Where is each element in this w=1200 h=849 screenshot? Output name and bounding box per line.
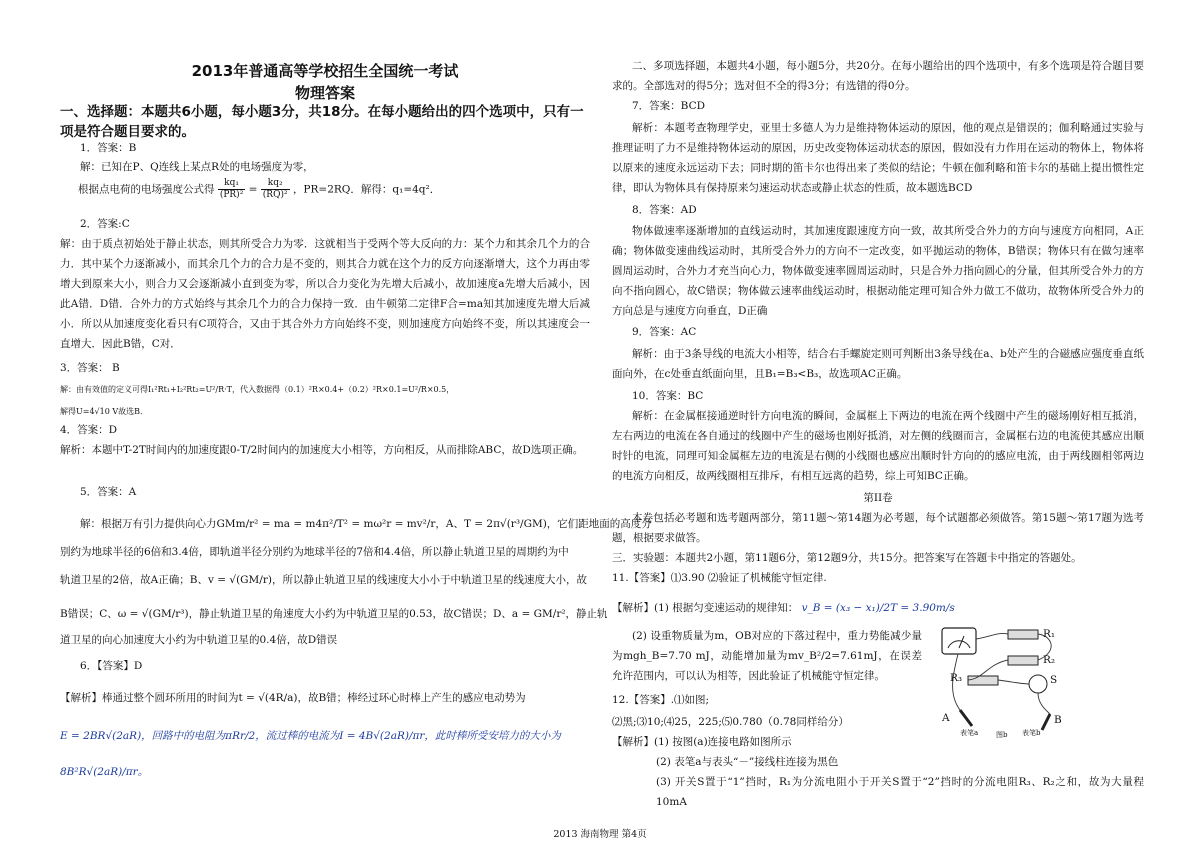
probe-b bbox=[1042, 714, 1050, 730]
q2-answer: 2．答案:C bbox=[80, 218, 130, 230]
q5-line-4: B错误；C、ω = √(GM/r³)，静止轨道卫星的角速度大小约为中轨道卫星的0.53，故C错误；D、a = GM/r²，静止轨 bbox=[60, 608, 608, 620]
resistor-r3 bbox=[968, 676, 998, 685]
q10-answer: 10．答案：BC bbox=[632, 390, 704, 402]
q2-text: 解：由于质点初始处于静止状态，则其所受合力为零．这就相当于受两个等大反向的力：某个力和其余几个力的合力．其中某个力逐渐减小，而其余几个力的合力是不变的，则其合力就在这个力的反方向逐渐增大，这个力再由零增大到原来大小，则合力又会逐渐减小直到变为零，所以合力变化为先增大后减小，故加速度a先增大后减小，因此A错．D错．合外力的方式始终与其余几个力的合力保持一致．由牛顿第二定律F合=ma知其加速度先增大后减小．所以从加速度变化看只有C项符合，又由于其合外力方向始终不变，则加速度方向始终不变，所以其速度会一直增大．因此B错，C对． bbox=[60, 238, 590, 350]
label-probe-a: 表笔a bbox=[960, 729, 979, 737]
q1-frac2-den: (RQ)² bbox=[262, 190, 288, 200]
q1-text: 解：已知在P、Q连线上某点R处的电场强度为零， bbox=[80, 161, 314, 173]
label-a: A bbox=[942, 712, 950, 724]
q6-answer: 6．【答案】D bbox=[80, 660, 143, 672]
page-title: 2013年普通高等学校招生全国统一考试 bbox=[191, 62, 459, 80]
q1-answer: 1．答案：B bbox=[80, 142, 137, 154]
q1-frac2-num: kq₂ bbox=[261, 178, 290, 190]
q4-answer: 4．答案：D bbox=[60, 424, 118, 436]
q11-sol1-formula: v_B = (x₃ − x₁)/2T = 3.90m/s bbox=[801, 602, 955, 614]
label-s: S bbox=[1050, 674, 1058, 686]
switch-s bbox=[1029, 675, 1047, 693]
section-2-heading: 二、多项选择题，本题共4小题，每小题5分，共20分。在每小题给出的四个选项中，有多个选项是符合题目要求的。全部选对的得5分；选对但不全的得3分；有选错的得0分。 bbox=[612, 60, 1144, 92]
q10-text: 解析：在金属框接通逆时针方向电流的瞬间，金属框上下两边的电流在两个线圈中产生的磁场刚好相互抵消，左右两边的电流在各自通过的线圈中产生的磁场也刚好抵消，对左侧的线圈而言，金属框右边的电流使其感应出顺时针的电流，同理可知金属框左边的电流是右侧的小线圈也感应出顺时针方向的的感应电流，由于两线圈相邻两边的电流方向相反，故两线圈相互排斥，有相互远离的趋势，综上可知BC正确。 bbox=[612, 410, 1144, 482]
q11-answer: 11.【答案】⑴3.90 ⑵验证了机械能守恒定律. bbox=[612, 572, 827, 584]
section-3-heading: 三．实验题：本题共2小题，第11题6分，第12题9分，共15分。把答案写在答题卡中指定的答题处。 bbox=[612, 552, 1082, 564]
resistor-r2 bbox=[1008, 656, 1038, 665]
q11-solution-2: (2) 设重物质量为m，OB对应的下落过程中，重力势能减少量为mgh_B=7.70 mJ，动能增加量为mv_B²/2=7.61mJ，在误差允许范围内，可以认为相等，因此验证了机械能守恒定律。 bbox=[612, 630, 922, 682]
q1-fraction-2 bbox=[261, 178, 290, 201]
q4-text: 解析：本题中T-2T时间内的加速度跟0-T/2时间内的加速度大小相等，方向相反，从而排除ABC，故D选项正确。 bbox=[60, 444, 584, 456]
label-b: B bbox=[1054, 714, 1062, 726]
q1-frac1-den: (PR)² bbox=[219, 190, 244, 200]
q12-solution-3: (3) 开关S置于“1”挡时，R₁为分流电阻小于开关S置于“2”挡时的分流电阻R₃、R₂之和，故为大量程10mA bbox=[656, 776, 1144, 808]
part-2-text: 本卷包括必考题和选考题两部分，第11题～第14题为必考题，每个试题都必须做答。第15题～第17题为选考题，根据要求做答。 bbox=[612, 512, 1144, 544]
q5-line-2: 别约为地球半径的6倍和3.4倍，即轨道半径分别约为地球半径的7倍和4.4倍，所以静止轨道卫星的周期约为中 bbox=[60, 546, 569, 558]
q9-text: 解析：由于3条导线的电流大小相等，结合右手螺旋定则可判断出3条导线在a、b处产生的合磁感应强度垂直纸面向外，在c处垂直纸面向里，且B₁=B₃<B₃，故选项AC正确。 bbox=[612, 348, 1144, 380]
q5-line-5: 道卫星的向心加速度大小约为中轨道卫星的0.4倍，故D错误 bbox=[60, 634, 338, 646]
label-figure: 图b bbox=[996, 731, 1008, 739]
resistor-r1 bbox=[1008, 630, 1038, 639]
q5-answer: 5．答案：A bbox=[80, 486, 137, 498]
probe-a bbox=[960, 710, 972, 726]
part-2-heading: 第II卷 bbox=[863, 492, 893, 504]
section-1-heading: 一、选择题：本题共6小题，每小题3分，共18分。在每小题给出的四个选项中，只有一项是符合题目要求的。 bbox=[60, 104, 584, 140]
q7-answer: 7．答案：BCD bbox=[632, 100, 706, 112]
q9-answer: 9．答案：AC bbox=[632, 326, 697, 338]
q8-answer: 8．答案：AD bbox=[632, 204, 697, 216]
q1-formula-prefix: 根据点电荷的电场强度公式得 bbox=[78, 183, 215, 196]
page-subtitle: 物理答案 bbox=[294, 84, 355, 102]
page-footer: 2013 海南物理 第4页 bbox=[553, 829, 647, 840]
q6-line-3: 8B²R√(2aR)/πr。 bbox=[60, 766, 149, 778]
q12-answer: 12.【答案】.⑴如图; bbox=[612, 694, 710, 706]
q1-frac1-num: kq₁ bbox=[218, 178, 245, 190]
q7-text: 解析：本题考查物理学史，亚里士多德人为力是维持物体运动的原因，他的观点是错误的；伽利略通过实验与推理证明了力不是维持物体运动的原因，历史改变物体运动状态的原因，假如没有力作用在运动的物体上，物体将以原来的速度永远运动下去；同时期的笛卡尔也得出来了类似的结论；牛顿在伽利略和笛卡尔的基础上提出惯性定律，即认为物体具有保持原来匀速运动状态或静止状态的性质，故本题选BCD bbox=[612, 122, 1144, 194]
q12-line-2: ⑵黑;⑶10;⑷25，225;⑸0.780（0.78同样给分） bbox=[612, 716, 849, 728]
label-r2: R₂ bbox=[1043, 654, 1056, 666]
q11-solution-1 bbox=[612, 598, 1144, 618]
q5-line-1: 解：根据万有引力提供向心力GMm/r² = ma = m4π²/T² = mω²r = mv²/r，A、T = 2π√(r³/GM)，它们距地面的高度分 bbox=[80, 518, 652, 530]
label-probe-b: 表笔b bbox=[1022, 729, 1041, 737]
meter-needle bbox=[959, 636, 964, 648]
q8-text: 物体做速率逐渐增加的直线运动时，其加速度跟速度方向一致，故其所受合外力的方向与速度方向相同，A正确；物体做变速曲线运动时，其所受合外力的方向不一定改变，如平抛运动的物体，B错误；物体只有在做匀速率圆周运动时，合外力才充当向心力，物体做变速率圆周运动时，只是合外力指向圆心的分量，但其所受合外力的方向不指向圆心，故C错误；物体做云速率曲线运动时，根据动能定理可知合外力做工不做功，故物体所受合外力的方向总是与速度方向垂直，D正确 bbox=[612, 225, 1144, 317]
q1-formula-suffix: ，PR=2RQ．解得：q₁=4q²． bbox=[292, 183, 441, 196]
q6-line-2: E = 2BR√(2aR)，回路中的电阻为πRr/2，流过棒的电流为I = 4B√(2aR)/πr，此时棒所受安培力的大小为 bbox=[60, 730, 561, 742]
circuit-figure bbox=[938, 624, 1073, 742]
label-r3: R₃ bbox=[950, 672, 963, 684]
q1-fraction-1 bbox=[218, 178, 245, 201]
q6-line-1: 【解析】棒通过整个圆环所用的时间为t = √(4R/a)，故B错；棒经过环心时棒上产生的感应电动势为 bbox=[60, 692, 526, 704]
q11-sol1-prefix: 【解析】(1) 根据匀变速运动的规律知： bbox=[612, 602, 799, 614]
q3-line-1: 解：由有效值的定义可得I₁²Rt₁+I₂²Rt₂=U²/R·T，代入数据得（0.1）²R×0.4+（0.2）²R×0.1=U²/R×0.5， bbox=[60, 385, 455, 394]
q3-line-2: 解得U=4√10 V故选B． bbox=[60, 407, 149, 416]
q1-formula: 根据点电荷的电场强度公式得 $\frac{\text{kq₁}}{\text{(PR)²}}$ = $\frac{\text{kq₂}}{\text{(RQ)²}}$ ，PR=2RQ．解得：q₁=4q²． bbox=[78, 178, 441, 200]
q12-solution-2: (2) 表笔a与表头“－”接线柱连接为黑色 bbox=[656, 756, 839, 768]
q3-answer: 3．答案： B bbox=[60, 362, 120, 374]
q12-solution-1: 【解析】(1) 按图(a)连接电路如图所示 bbox=[612, 736, 792, 748]
q5-line-3: 轨道卫星的2倍，故A正确；B、v = √(GM/r)，所以静止轨道卫星的线速度大小小于中轨道卫星的线速度大小，故 bbox=[60, 574, 587, 586]
label-r1: R₁ bbox=[1043, 628, 1056, 640]
